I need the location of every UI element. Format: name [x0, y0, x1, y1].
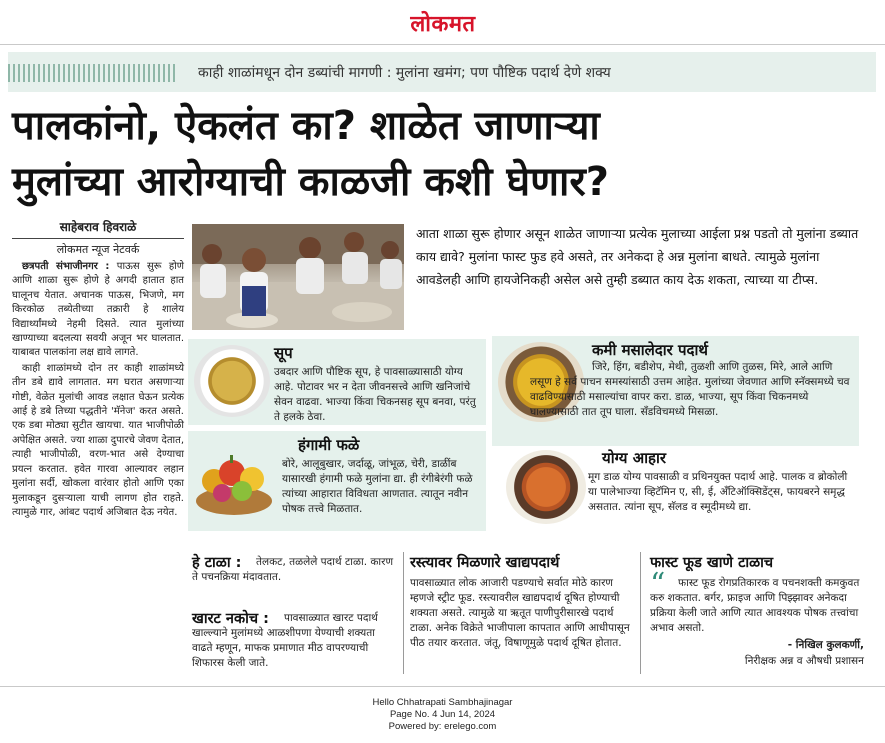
dateline: छत्रपती संभाजीनगर : — [22, 261, 110, 272]
fast-food-title: फास्ट फूड खाणे टाळाच — [650, 555, 774, 571]
dal-bowl-image — [506, 450, 586, 524]
header-divider — [0, 44, 885, 45]
tip-diet-text: मूग डाळ योग्य पावसाळी व प्रथिनयुक्त पदार्थ आहे. पालक व ब्रोकोली या पालेभाज्या व्हिटॅमिन ए, सी, ई, अँटिऑक्सिडेंट्स, फायबरने समृद्ध असतात. त्यांना सूप, सॅलड व स्मूदीमध्ये द्या. — [588, 471, 848, 513]
headline-line-1: पालकांनो, ऐकलंत का? शाळेत जाणाऱ्या — [12, 103, 600, 149]
masthead — [0, 0, 885, 46]
tip-soup-title: सूप — [274, 344, 293, 362]
street-food-title: रस्त्यावर मिळणारे खाद्यपदार्थ — [410, 555, 560, 571]
intro-paragraph: आता शाळा सुरू होणार असून शाळेत जाणाऱ्या प्रत्येक मुलाच्या आईला प्रश्न पडतो तो मुलांना डब्यात काय द्यावे? मुलांना फास्ट फुड हवे असते, तर अनेकदा हे अन्न मुलांना बाधते. त्यामुळे मुलांना आवडेलही आणि हायजेनिकही असेल असे तुम्ही डब्यात काय देऊ शकता, त्याच्या या टीप्स. — [416, 226, 859, 287]
salt-text: पावसाळ्यात खारट पदार्थ खाल्ल्याने मुलांमध्ये आळशीपणा येण्याची शक्यता वाढते म्हणून, माफक प्रमाणात मीठ वापरण्याची शिफारस केली जाते. — [192, 612, 378, 669]
footer-edition: Hello Chhatrapati Sambhajinagar — [372, 697, 513, 708]
quote-mark-icon: “ — [650, 567, 666, 602]
footer-powered-by[interactable]: Powered by: erelego.com — [388, 721, 497, 732]
tip-soup-text: उबदार आणि पौष्टिक सूप, हे पावसाळ्यासाठी योग्य आहे. पोटावर भर न देता जीवनसत्त्वे आणि खनिजांचे सेवन वाढवा. भाज्या किंवा चिकनसह सूप बनवा, परंतु ते हलके ठेवा. — [274, 366, 476, 423]
column-divider-1 — [403, 552, 404, 674]
tip-diet-title: योग्य आहार — [602, 449, 667, 467]
headline — [12, 98, 872, 210]
byline-agency: लोकमत न्यूज नेटवर्क — [56, 243, 140, 256]
avoid-title: हे टाळा : — [192, 555, 242, 571]
tip-less-spicy-panel — [492, 336, 859, 446]
tip-fruits-panel — [188, 431, 486, 531]
footer-page-date: Page No. 4 Jun 14, 2024 — [389, 709, 496, 720]
body-paragraph-1: पाऊस सुरू होणे आणि शाळा सुरू होणे हे अगदी हातात हात घालूनच येतात. अचानक पाऊस, भिजणे, मग किरकोळ तब्येतीच्या तक्रारी हे शालेय विद्यार्थ्यांमध्ये नेहमी दिसते. त्यात मुलांच्या खाण्याच्या बदलत्या सवयी अजून भर घालतात. याबाबत पालकांना लक्ष द्यावे लागते. — [12, 261, 184, 359]
fast-food-author: - निखिल कुलकर्णी, — [787, 639, 864, 651]
salt-title: खारट नकोच : — [192, 611, 269, 627]
page-footer — [0, 697, 885, 733]
street-food-text: पावसाळ्यात लोक आजारी पडण्याचे सर्वात मोठे कारण म्हणजे स्ट्रीट फूड. रस्त्यावरील खाद्यपदार्थ दूषित होण्याची शक्यता असते. त्यामुळे या ऋतूत पाणीपुरीसारखे पदार्थ टाळा. अनेक विक्रेते भाजीपाला कापतात आणि आधीपासून पीठ तयार करतात. जंतू, विषाणूमुळे पदार्थ दूषित होतात. — [410, 577, 630, 649]
body-paragraph-2: काही शाळांमध्ये दोन तर काही शाळांमध्ये तीन डबे द्यावे लागतात. मग घरात असणाऱ्या गोष्टी, वेळेत मुलांची आवड लक्षात घेऊन प्रत्येक आई हे डबे तिच्या पद्धतीने 'मॅनेज' करत असते. एक डबा मोठ्या सुटीत खायचा. यात भाजीपोळी अपेक्षित असते. ज्या शाळा दुपारचे जेवण देतात, त्याही भाजीपोळी, वरण-भात असे देण्याचा प्रयत्न करतात. हवेत गारवा आल्यावर लहान मुलांना सर्दी, खोकला वारंवार होतो आणि एका मुलाकडून दुसऱ्याला याची लागण होत राहते. त्यामुळे गार, आंबट पदार्थ अजिबात देऊ नयेत. — [12, 362, 184, 518]
soup-bowl-image — [194, 345, 270, 417]
tip-fruits-title: हंगामी फळे — [298, 436, 360, 454]
kicker-stripe — [8, 64, 176, 82]
body-column — [12, 260, 184, 521]
fast-food-author-role: निरीक्षक अन्न व औषधी प्रशासन — [744, 655, 864, 667]
tip-diet-panel — [492, 450, 859, 542]
footer-divider — [0, 686, 885, 687]
byline — [12, 218, 184, 257]
fruit-basket-image — [192, 441, 276, 519]
kicker-text: काही शाळांमधून दोन डब्यांची मागणी : मुलांना खमंग; पण पौष्टिक पदार्थ देणे शक्य — [198, 65, 611, 81]
tip-fruits-text: बोरे, आलूबुखार, जर्दाळू, जांभूळ, चेरी, डाळींब यासारखी हंगामी फळे मुलांना द्या. ही रंगीबेरंगी फळे त्यांच्या आहारात विविधता आणतात. त्यातून नवीन पोषक तत्त्वे मिळतात. — [282, 458, 473, 515]
schoolchildren-photo — [192, 224, 404, 330]
kicker-band — [8, 52, 876, 92]
tip-less-spicy-title: कमी मसालेदार पदार्थ — [592, 341, 708, 359]
lokmat-logo[interactable]: लोकमत — [410, 11, 476, 37]
tip-less-spicy-text: जिरे, हिंग, बडीशेप, मेथी, तुळशी आणि तुळस, मिरे, आले आणि लसूण हे सर्व पाचन समस्यांसाठी उत्तम आहेत. मुलांच्या जेवणात आणि स्नॅक्समध्ये चव वाढविण्यासाठी मसाल्यांचा वापर करा. डाळ, भाज्या, सूप किंवा चिकनमध्ये घालण्यासाठी तात तूप घाला. सँडविचमध्ये मिसळा. — [530, 361, 850, 418]
tip-soup-panel — [188, 339, 486, 425]
headline-line-2: मुलांच्या आरोग्याची काळजी कशी घेणार? — [12, 159, 609, 205]
fast-food-text: फास्ट फूड रोगप्रतिकारक व पचनशक्ती कमकुवत करु शकतात. बर्गर, फ्राइज आणि पिझ्झावर अनेकदा प्रक्रिया केली जाते आणि त्यात आवश्यक पोषक तत्त्वांचा अभाव असतो. — [650, 577, 860, 634]
byline-author: साहेबराव हिवराळे — [59, 220, 137, 234]
article-clipping — [4, 52, 881, 685]
avoid-text: तेलकट, तळलेले पदार्थ टाळा. कारण ते पचनक्रिया मंदावतात. — [192, 556, 394, 583]
column-divider-2 — [640, 552, 641, 674]
